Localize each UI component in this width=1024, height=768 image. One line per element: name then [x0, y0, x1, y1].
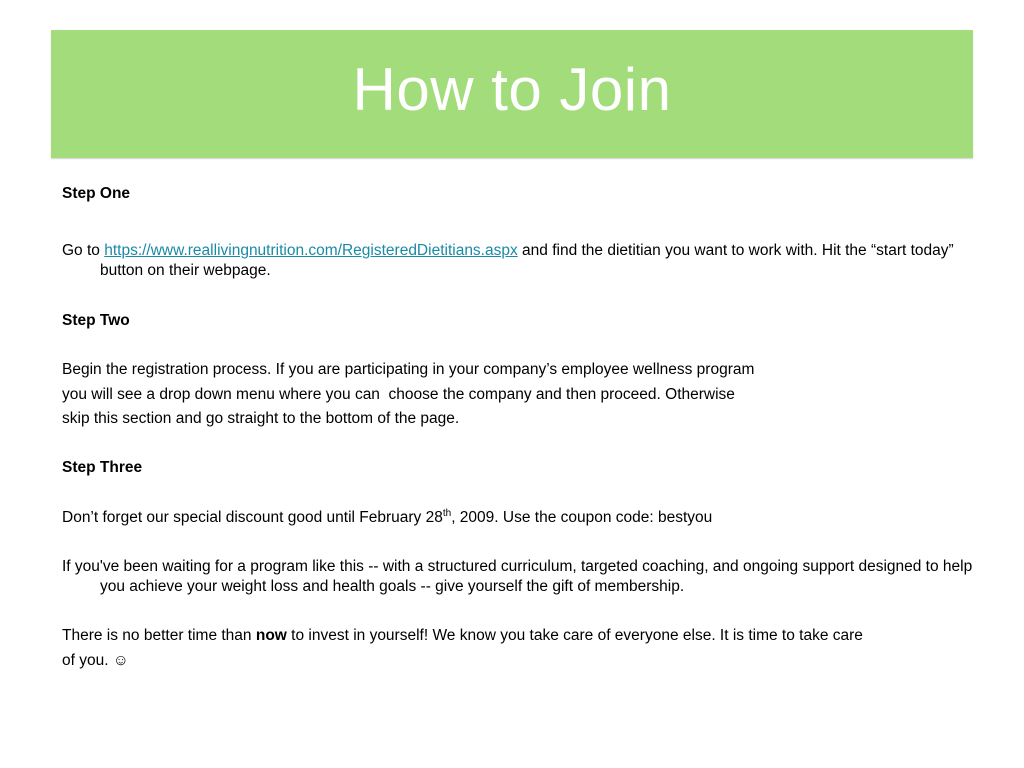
title-banner — [51, 30, 973, 158]
step-three-heading: Step Three — [62, 459, 143, 476]
program-text: If you've been waiting for a program like this -- with a structured curriculum, targeted coaching, and ongoing support designed to help you achieve your weight loss and health goals -- give yourself the gift of membership. — [62, 558, 973, 595]
closing-line-2: of you. ☺ — [62, 652, 129, 669]
step-two-line-3: skip this section and go straight to the bottom of the page. — [62, 410, 460, 427]
closing-line-1 — [62, 626, 863, 646]
step-one-prefix: Go to — [62, 242, 105, 259]
discount-superscript: th — [442, 508, 452, 519]
step-one-suffix: and find the dietitian you want to work with. Hit the “start today” button on their webpage. — [100, 242, 954, 279]
step-two-line-1: Begin the registration process. If you are participating in your company’s employee wellness program — [62, 361, 755, 378]
discount-text — [62, 508, 712, 528]
step-one-text — [62, 241, 1000, 281]
closing-rest: to invest in yourself! We know you take care of everyone else. It is time to take care — [286, 627, 863, 644]
slide-title: How to Join — [352, 56, 672, 123]
closing-prefix: There is no better time than — [62, 627, 256, 644]
step-two-heading: Step Two — [62, 312, 130, 329]
discount-prefix: Don’t forget our special discount good until February 28 — [62, 509, 443, 526]
step-two-line-2: you will see a drop down menu where you can choose the company and then proceed. Otherwise — [62, 386, 735, 403]
discount-suffix: , 2009. Use the coupon code: bestyou — [451, 509, 713, 526]
registered-dietitians-link[interactable]: https://www.reallivingnutrition.com/RegisteredDietitians.aspx — [104, 242, 518, 259]
closing-bold-now: now — [255, 627, 287, 644]
step-one-heading: Step One — [62, 185, 131, 202]
